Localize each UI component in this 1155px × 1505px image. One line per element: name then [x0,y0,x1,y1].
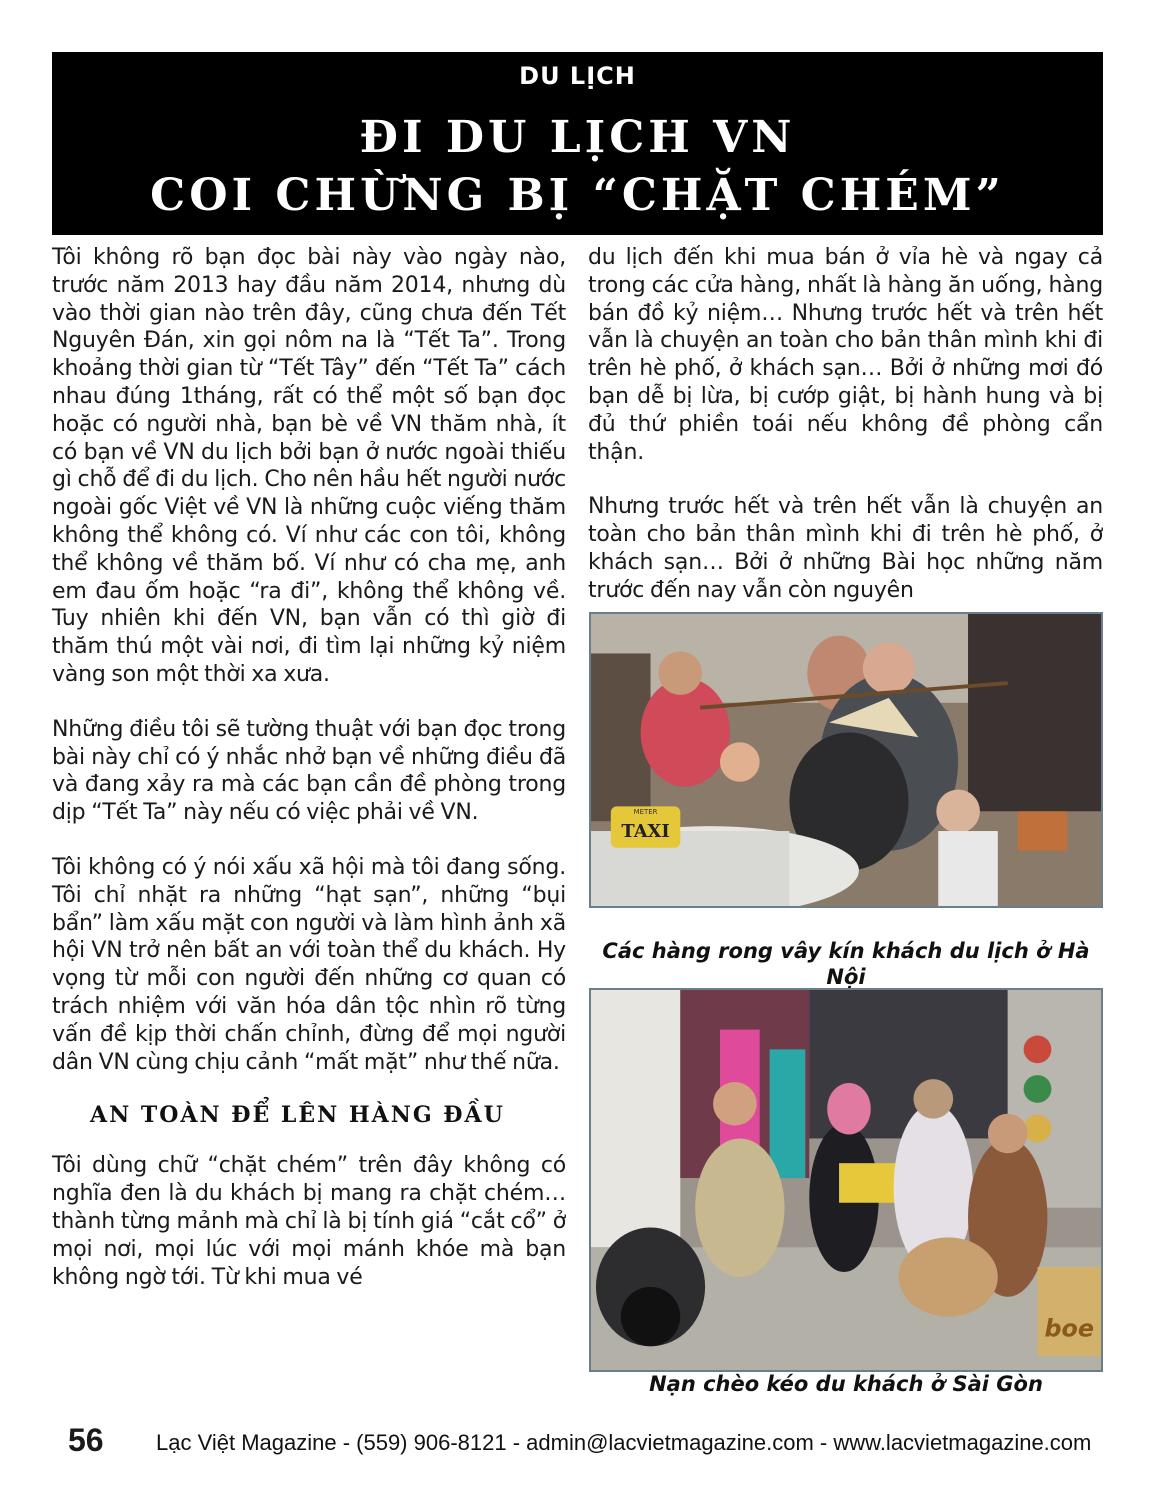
paragraph: Tôi dùng chữ “chặt chém” trên đây không có nghĩa đen là du khách bị mang ra chặt chém… thành từng mảnh mà chỉ là bị tính giá “cắt cổ” ở mọi nơi, mọi lúc với mọi mánh khóe mà bạn không ngờ tới. Từ khi mua vé [52,1153,566,1290]
paragraph: Nhưng trước hết và trên hết vẫn là chuyện an toàn cho bản thân mình khi đi trên hè phố, ở khách sạn… Bởi ở những Bài học những năm trước đến nay vẫn còn nguyên [588,494,1103,603]
headline-line-1: ĐI DU LỊCH VN [359,112,796,163]
right-column [588,244,1103,605]
paragraph: Những điều tôi sẽ tường thuật với bạn đọc trong bài này chỉ có ý nhắc nhở bạn về những điều đã và đang xảy ra mà các bạn cần đề phòng trong dịp “Tết Ta” này nếu có việc phải về VN. [52,716,566,826]
taxi-sign-meter: METER [633,808,658,817]
photo-caption: Nạn chèo kéo du khách ở Sài Gòn [649,1372,1043,1396]
photo-saigon-touts [589,988,1103,1372]
paragraph: du lịch đến khi mua bán ở vỉa hè và ngay cả trong các cửa hàng, nhất là hàng ăn uống, hàng bán đồ kỷ niệm… Nhưng trước hết và trên hết vẫn là chuyện an toàn cho bản thân mình khi đi trên hè phố, ở khách sạn… Bởi ở những mơi đó bạn dễ bị lừa, bị cướp giật, bị hành hung và bị đủ thứ phiền toái nếu không đề phòng cẩn thận. [588,245,1103,465]
headline-line-2: COI CHỪNG BỊ “CHẶT CHÉM” [150,170,1005,221]
paragraph: Tôi không có ý nói xấu xã hội mà tôi đang sống. Tôi chỉ nhặt ra những “hạt sạn”, những “bụi bẩn” làm xấu mặt con người và làm hình ảnh xã hội VN trở nên bất an với toàn thể du khách. Hy vọng từ mỗi con người đến những cơ quan có trách nhiệm với văn hóa dân tộc nhìn rõ từng vấn đề kịp thời chấn chỉnh, đừng để mọi người dân VN cùng chịu cảnh “mất mặt” như thế nữa. [52,854,566,1075]
subheading: AN TOÀN ĐỂ LÊN HÀNG ĐẦU [90,1102,505,1129]
section-label: DU LỊCH [519,62,636,90]
taxi-sign-text: TAXI [621,820,670,842]
left-column [52,244,566,1291]
page-number: 56 [68,1422,104,1458]
photo-hanoi-street-vendors [589,612,1103,908]
paragraph: Tôi không rõ bạn đọc bài này vào ngày nào, trước năm 2013 hay đầu năm 2014, nhưng dù vào thời gian nào trên đây, cũng chưa đến Tết Nguyên Đán, xin gọi nôm na là “Tết Ta”. Trong khoảng thời gian từ “Tết Tây” đến “Tết Ta” cách nhau đúng 1tháng, rất có thể một số bạn đọc hoặc có người nhà, bạn bè về VN thăm nhà, ít có bạn về VN du lịch bởi bạn ở nước ngoài thiếu gì chỗ để đi du lịch. Cho nên hầu hết người nước ngoài gốc Việt về VN là những cuộc viếng thăm không thể không có. Ví như các con tôi, không thể không về thăm bố. Ví như có cha mẹ, anh em đau ốm hoặc “ra đi”, không thể không về. Tuy nhiên khi đến VN, bạn vẫn có thì giờ đi thăm thú một vài nơi, đi tìm lại những kỷ niệm vàng son một thời xa xưa. [52,245,566,687]
bag-text: boe [1044,1314,1095,1343]
photo-caption: Các hàng rong vây kín khách du lịch ở Hà Nội [602,939,1090,989]
footer-contact-info: Lạc Việt Magazine - (559) 906-8121 - admin@lacvietmagazine.com - www.lacvietmagazine.com [156,1430,1092,1455]
article-header [52,52,1103,235]
page-footer [68,1422,1108,1462]
